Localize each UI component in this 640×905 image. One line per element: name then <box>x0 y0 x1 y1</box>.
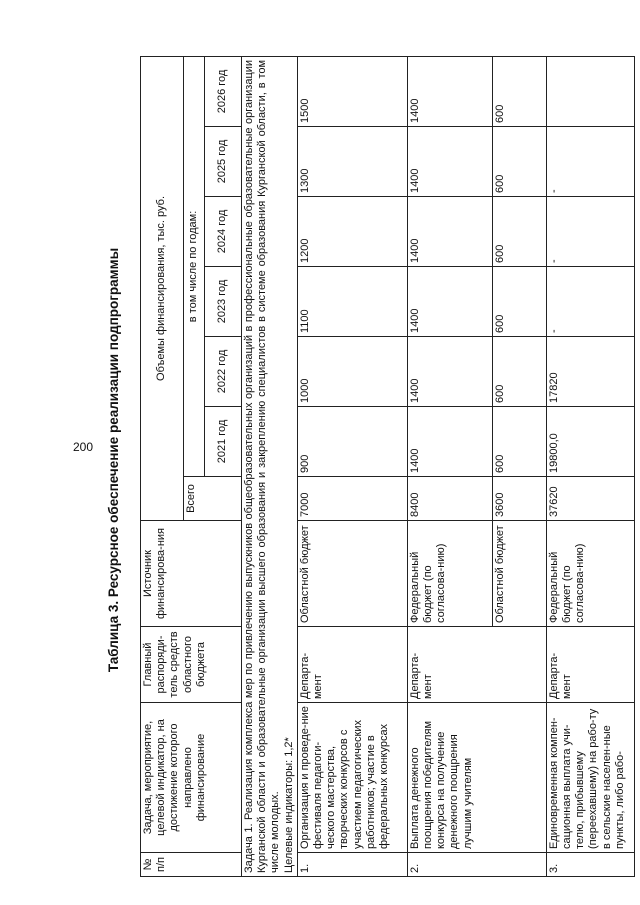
row-y2026: 600 <box>492 56 546 126</box>
row-y2023: - <box>546 267 634 337</box>
row-num: 2. <box>407 853 546 877</box>
header-year: 2026 год <box>205 56 242 126</box>
row-num: 1. <box>297 853 407 877</box>
row-y2024: 1200 <box>297 197 407 267</box>
header-source: Источник финансирова-ния <box>141 521 242 627</box>
row-y2026 <box>546 56 634 126</box>
row-y2025: - <box>546 127 634 197</box>
row-total: 3600 <box>492 477 546 521</box>
row-activity: Выплата денежного поощрения победителям конкурса на получение денежного поощрения лучшим учителям <box>407 703 546 853</box>
row-distributor: Департа-мент <box>407 627 546 703</box>
table-title: Таблица 3. Ресурсное обеспечение реализации подпрограммы <box>106 247 121 673</box>
row-total: 37620 <box>546 477 634 521</box>
row-y2021: 1400 <box>407 407 492 477</box>
header-total: Всего <box>184 477 242 521</box>
row-y2021: 900 <box>297 407 407 477</box>
row-y2024: 1400 <box>407 197 492 267</box>
row-y2025: 600 <box>492 127 546 197</box>
row-distributor: Департа-мент <box>297 627 407 703</box>
row-y2021: 600 <box>492 407 546 477</box>
row-activity: Организация и проведе-ние фестиваля педагоги-ческого мастерства, творческих конкурсов с участием педагогических работников; участие в федеральных конкурсах <box>297 703 407 853</box>
row-y2023: 1400 <box>407 267 492 337</box>
rotated-table-container <box>140 57 626 877</box>
row-y2021: 19800,0 <box>546 407 634 477</box>
row-source: Федеральный бюджет (по согласова-нию) <box>546 521 634 627</box>
row-y2023: 600 <box>492 267 546 337</box>
table-row <box>546 56 634 876</box>
page-number: 200 <box>73 440 94 454</box>
task-indicators: Целевые индикаторы: 1,2* <box>282 737 295 873</box>
row-source: Федеральный бюджет (по согласова-нию) <box>407 521 492 627</box>
header-year: 2021 год <box>205 407 242 477</box>
header-year: 2024 год <box>205 197 242 267</box>
header-year: 2022 год <box>205 337 242 407</box>
row-y2022: 600 <box>492 337 546 407</box>
header-num: № п/п <box>141 853 242 877</box>
row-num: 3. <box>546 853 634 877</box>
task-text: Задача 1. Реализация комплекса мер по привлечению выпускников общеобразовательных организаций в профессиональные образовательные организации Курганской области и образовательные организации высшего образования и закреплению специалистов в системе образования Курганской области, в том числе молодых. <box>243 59 282 873</box>
header-by-years: в том числе по годам: <box>184 56 205 476</box>
resource-table <box>140 56 635 877</box>
table-row <box>407 56 492 876</box>
row-y2022: 17820 <box>546 337 634 407</box>
row-distributor: Департа-мент <box>546 627 634 703</box>
row-source: Областной бюджет <box>492 521 546 627</box>
row-total: 8400 <box>407 477 492 521</box>
row-y2026: 1400 <box>407 56 492 126</box>
header-volumes: Объемы финансирования, тыс. руб. <box>141 56 184 520</box>
row-activity: Единовременная компен-сационная выплата учи-телю, прибывшему (переехавшему) на рабо-ту в сельские населен-ные пункты, либо рабо- <box>546 703 634 853</box>
row-y2024: 600 <box>492 197 546 267</box>
header-task: Задача, мероприятие, целевой индикатор, на достижение которого направлено финансирование <box>141 703 242 853</box>
row-total: 7000 <box>297 477 407 521</box>
row-y2022: 1400 <box>407 337 492 407</box>
row-y2024: - <box>546 197 634 267</box>
row-y2025: 1400 <box>407 127 492 197</box>
task-row <box>242 56 298 876</box>
row-y2025: 1300 <box>297 127 407 197</box>
table-row <box>297 56 407 876</box>
header-year: 2025 год <box>205 127 242 197</box>
header-distributor: Главный распоряди-тель средств областного бюджета <box>141 627 242 703</box>
row-y2022: 1000 <box>297 337 407 407</box>
header-year: 2023 год <box>205 267 242 337</box>
row-y2026: 1500 <box>297 56 407 126</box>
row-source: Областной бюджет <box>297 521 407 627</box>
row-y2023: 1100 <box>297 267 407 337</box>
